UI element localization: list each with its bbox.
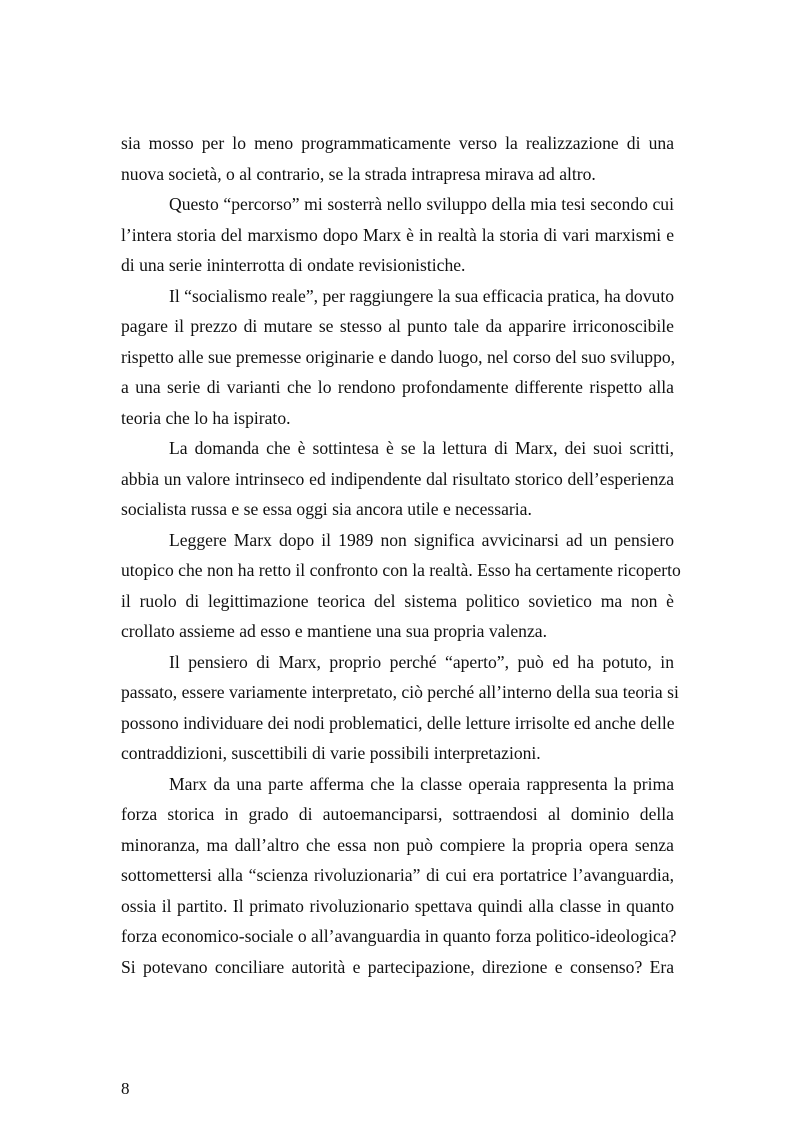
text-line: pagare il prezzo di mutare se stesso al punto tale da apparire irriconoscibile bbox=[121, 316, 674, 336]
text-line: crollato assieme ad esso e mantiene una sua propria valenza. bbox=[121, 621, 547, 641]
text-line: passato, essere variamente interpretato, ciò perché all’interno della sua teoria si bbox=[121, 682, 679, 702]
text-line: a una serie di varianti che lo rendono profondamente differente rispetto alla bbox=[121, 377, 674, 397]
text-line: Leggere Marx dopo il 1989 non significa avvicinarsi ad un pensiero bbox=[169, 529, 674, 550]
text-line: minoranza, ma dall’altro che essa non può compiere la propria opera senza bbox=[121, 834, 674, 855]
text-line: nuova società, o al contrario, se la strada intrapresa mirava ad altro. bbox=[121, 163, 596, 184]
text-line: Si potevano conciliare autorità e partecipazione, direzione e consenso? Era bbox=[121, 956, 674, 977]
text-line: di una serie ininterrotta di ondate revisionistiche. bbox=[121, 255, 466, 275]
text-line: teoria che lo ha ispirato. bbox=[121, 407, 291, 428]
text-line: La domanda che è sottintesa è se la lettura di Marx, dei suoi scritti, bbox=[169, 438, 674, 458]
text-line: rispetto alle sue premesse originarie e dando luogo, nel corso del suo sviluppo, bbox=[121, 346, 676, 367]
text-line: il ruolo di legittimazione teorica del sistema politico sovietico ma non è bbox=[121, 590, 674, 611]
text-line: Questo “percorso” mi sosterrà nello sviluppo della mia tesi secondo cui bbox=[169, 194, 674, 214]
text-line: Marx da una parte afferma che la classe operaia rappresenta la prima bbox=[169, 773, 674, 794]
text-line: l’intera storia del marxismo dopo Marx è in realtà la storia di vari marxismi e bbox=[121, 224, 674, 245]
paragraph bbox=[121, 128, 674, 189]
paragraph bbox=[121, 769, 677, 983]
text-line: ossia il partito. Il primato rivoluzionario spettava quindi alla classe in quanto bbox=[121, 895, 674, 916]
paragraph bbox=[121, 525, 681, 647]
page-number: 8 bbox=[121, 1079, 130, 1098]
paragraph bbox=[121, 647, 679, 769]
text-line: Il pensiero di Marx, proprio perché “aperto”, può ed ha potuto, in bbox=[169, 651, 674, 672]
text-line: sia mosso per lo meno programmaticamente verso la realizzazione di una bbox=[121, 133, 674, 153]
paragraph bbox=[121, 433, 674, 525]
text-line: abbia un valore intrinseco ed indipendente dal risultato storico dell’esperienza bbox=[121, 468, 674, 489]
text-line: possono individuare dei nodi problematici, delle letture irrisolte ed anche delle bbox=[121, 712, 675, 733]
text-line: forza storica in grado di autoemanciparsi, sottraendosi al dominio della bbox=[121, 804, 674, 824]
text-line: contraddizioni, suscettibili di varie possibili interpretazioni. bbox=[121, 743, 541, 763]
text-line: Il “socialismo reale”, per raggiungere la sua efficacia pratica, ha dovuto bbox=[169, 285, 674, 306]
paragraph bbox=[121, 189, 674, 281]
text-line: sottomettersi alla “scienza rivoluzionaria” di cui era portatrice l’avanguardia, bbox=[121, 865, 674, 885]
text-line: forza economico-sociale o all’avanguardia in quanto forza politico-ideologica? bbox=[121, 926, 677, 946]
text-line: utopico che non ha retto il confronto con la realtà. Esso ha certamente ricoperto bbox=[121, 560, 681, 580]
paragraph bbox=[121, 281, 674, 434]
page-body-text bbox=[121, 128, 681, 982]
text-line: socialista russa e se essa oggi sia ancora utile e necessaria. bbox=[121, 499, 532, 519]
